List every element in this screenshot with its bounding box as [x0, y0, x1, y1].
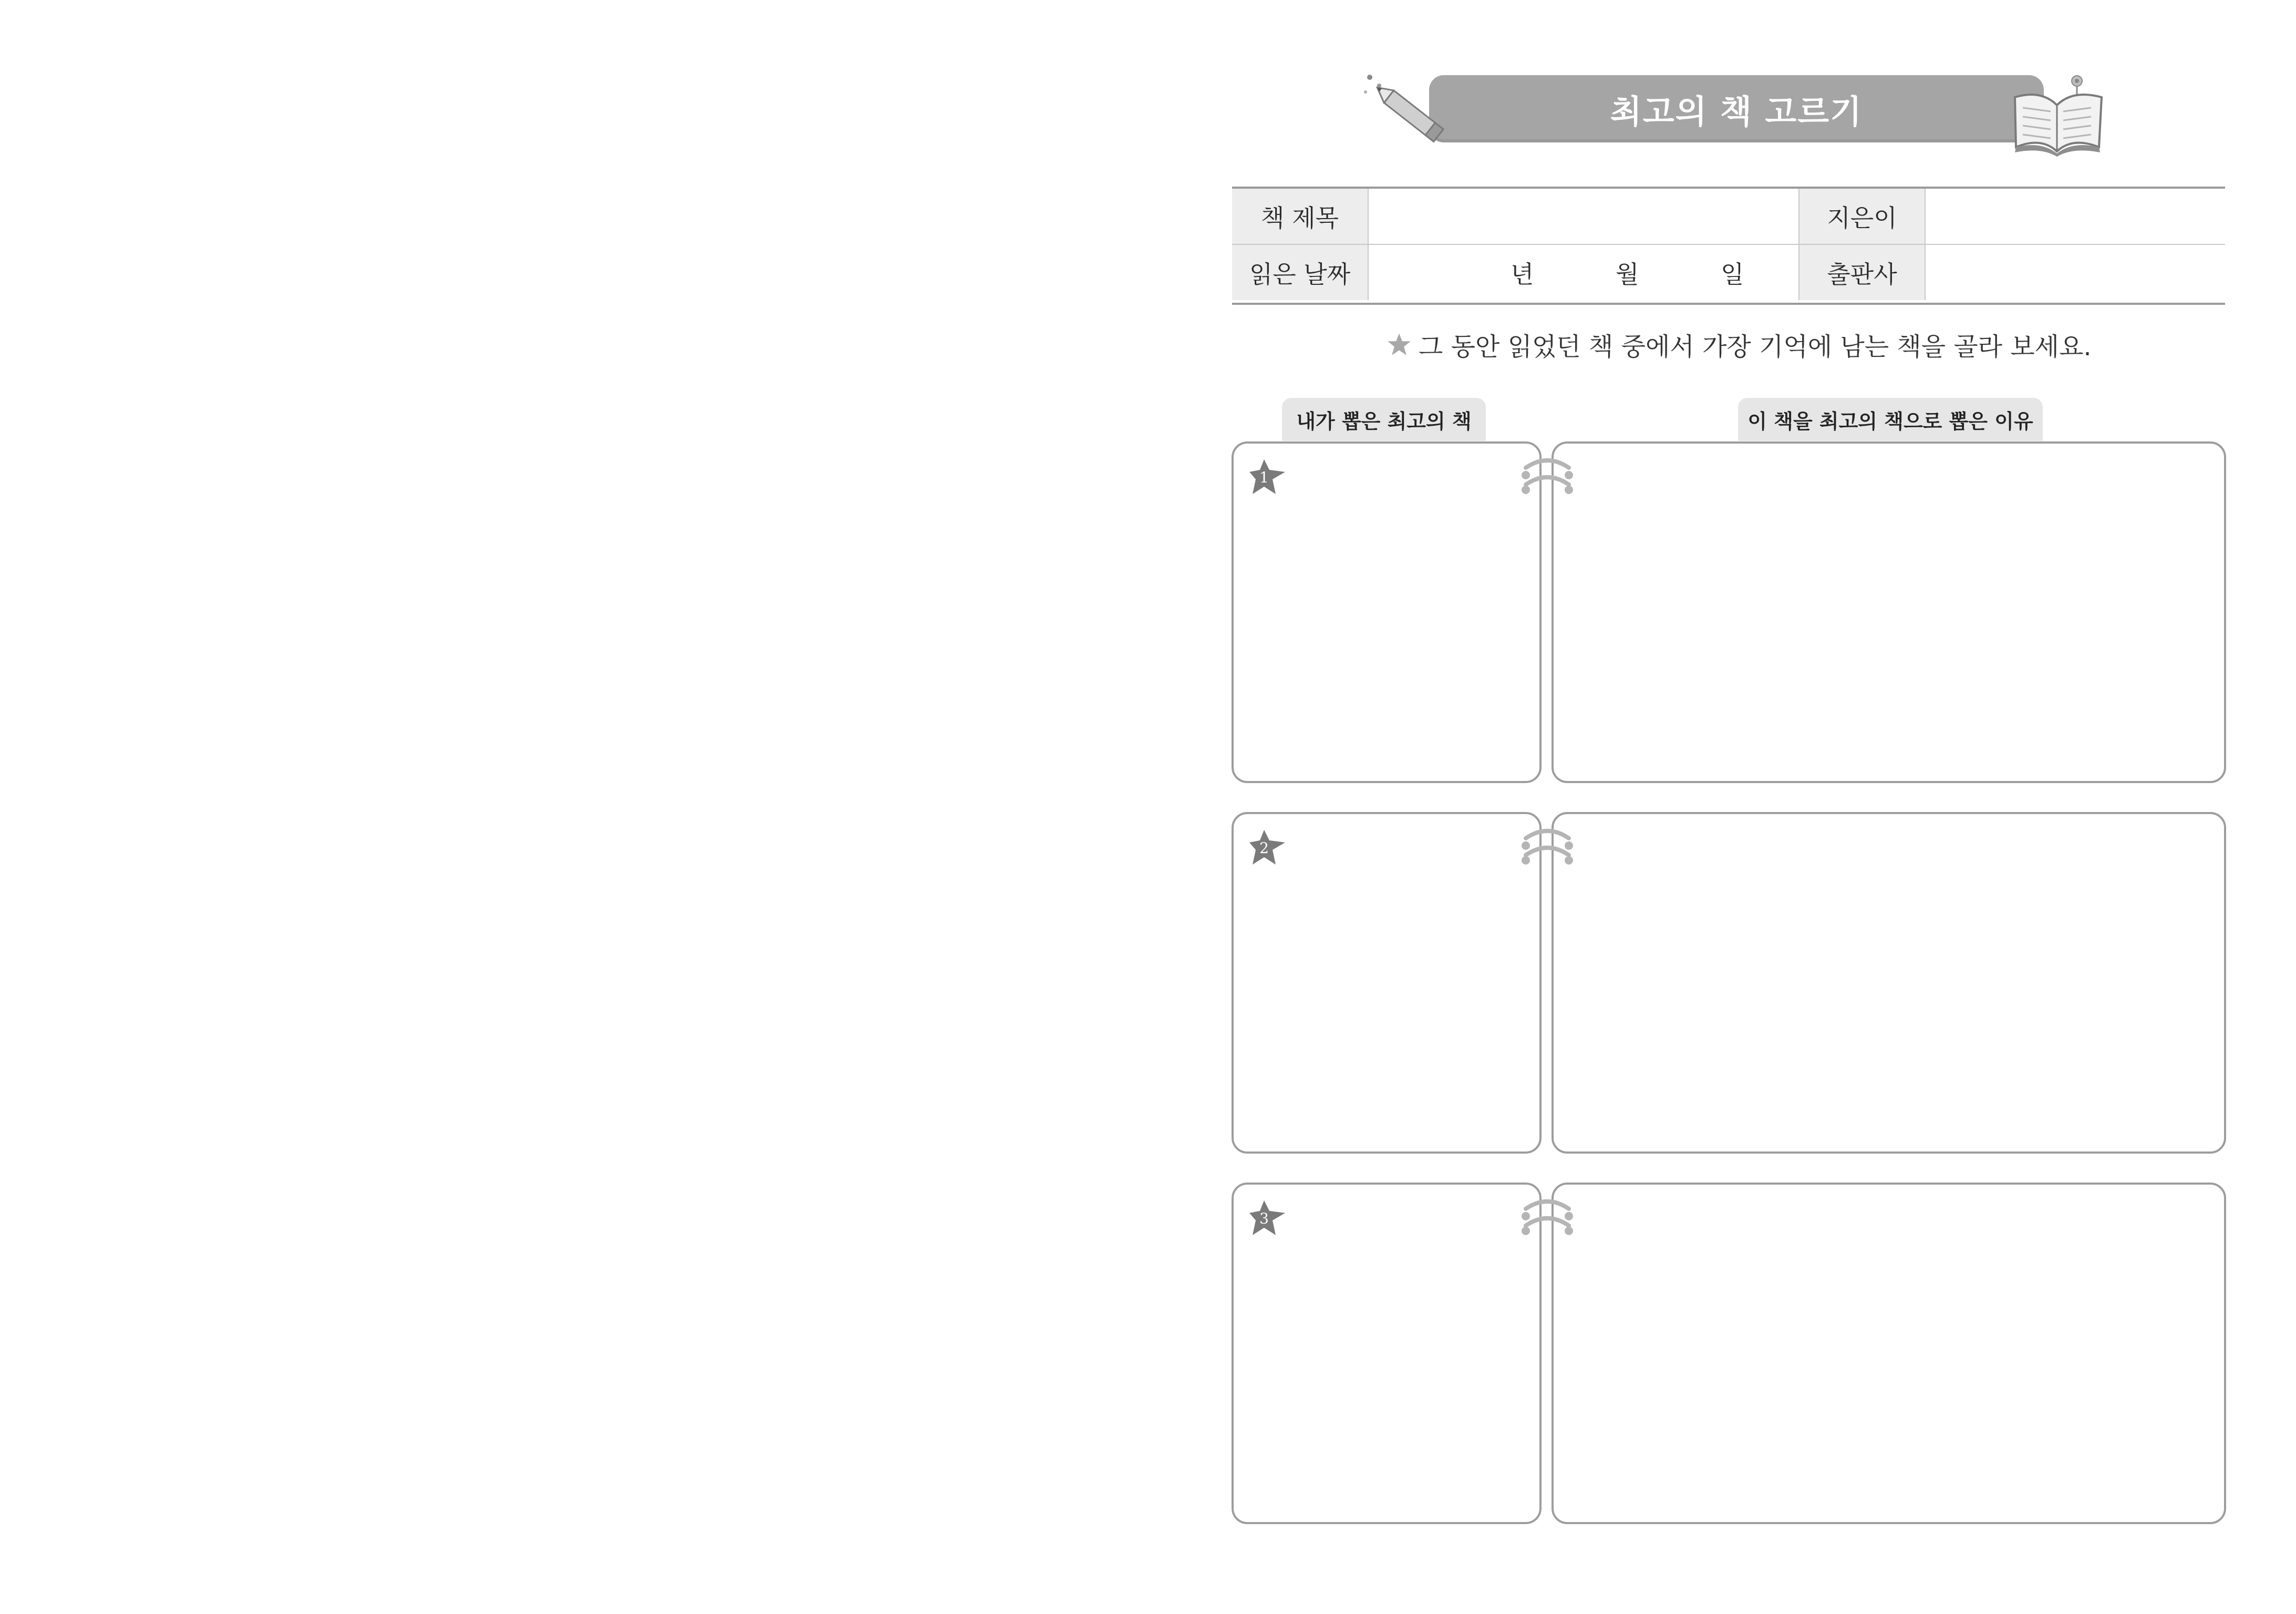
reason-box-1[interactable] [1552, 441, 2226, 783]
day-unit: 일 [1721, 260, 1744, 289]
year-unit: 년 [1511, 260, 1534, 289]
author-label: 지은이 [1799, 189, 1926, 244]
number-star-2-icon [1248, 829, 1288, 867]
month-unit: 월 [1616, 260, 1639, 289]
page-title: 최고의 책 고르기 [1610, 92, 1863, 131]
info-row-date [1232, 245, 2225, 300]
info-row-title [1232, 189, 2225, 245]
star-icon [1387, 332, 1411, 356]
open-book-icon [2004, 68, 2109, 158]
binder-ring-2-icon [1518, 828, 1576, 875]
entry-number-1: 1 [1259, 469, 1269, 486]
book-title-label: 책 제목 [1232, 189, 1369, 244]
binder-ring-3-icon [1518, 1198, 1576, 1246]
reason-box-2[interactable] [1552, 812, 2226, 1154]
book-title-field[interactable] [1369, 189, 1799, 244]
book-info-table [1232, 187, 2225, 305]
pencil-icon [1358, 66, 1463, 150]
publisher-field[interactable] [1926, 245, 2225, 300]
reason-box-3[interactable] [1552, 1183, 2226, 1524]
entry-number-2: 2 [1259, 839, 1269, 857]
number-star-1-icon [1248, 458, 1288, 496]
author-field[interactable] [1926, 189, 2225, 244]
instruction-text: 그 동안 읽었던 책 중에서 가장 기억에 남는 책을 골라 보세요. [1419, 332, 2092, 362]
read-date-field[interactable] [1369, 245, 1799, 300]
read-date-label: 읽은 날짜 [1232, 245, 1369, 300]
number-star-3-icon [1248, 1199, 1288, 1237]
header-my-best-book: 내가 뽑은 최고의 책 [1282, 398, 1486, 441]
binder-ring-1-icon [1518, 457, 1576, 505]
instruction [1387, 326, 2092, 363]
entry-number-3: 3 [1259, 1210, 1269, 1227]
publisher-label: 출판사 [1799, 245, 1926, 300]
header-reason: 이 책을 최고의 책으로 뽑은 이유 [1738, 398, 2043, 441]
